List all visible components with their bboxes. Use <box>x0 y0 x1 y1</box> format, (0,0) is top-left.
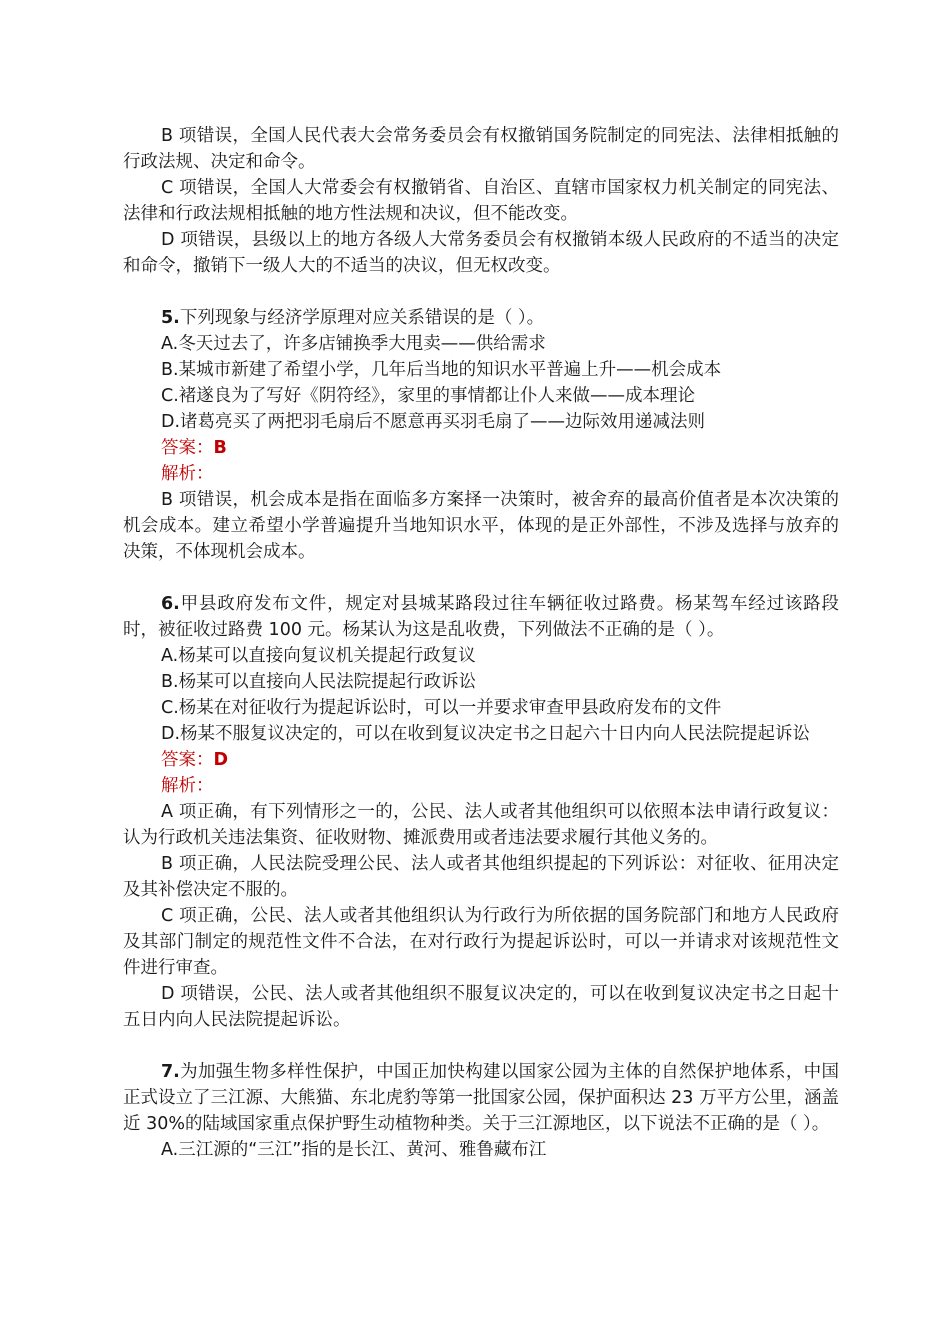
analysis-paragraph: B 项正确，人民法院受理公民、法人或者其他组织提起的下列诉讼：对征收、征用决定及其补偿决定不服的。 <box>123 854 839 900</box>
answer-label: 答案： <box>161 750 214 770</box>
question-number: 5. <box>161 308 180 328</box>
answer-value: B <box>213 438 227 458</box>
analysis-paragraph: D 项错误，公民、法人或者其他组织不服复议决定的，可以在收到复议决定书之日起十五日内向人民法院提起诉讼。 <box>123 984 839 1030</box>
question-number: 6. <box>161 594 180 614</box>
question-text: 下列现象与经济学原理对应关系错误的是（ ）。 <box>179 308 545 328</box>
option-c: C.杨某在对征收行为提起诉讼时，可以一并要求审查甲县政府发布的文件 <box>161 698 722 718</box>
answer-label: 答案： <box>161 438 214 458</box>
option-a: A.三江源的“三江”指的是长江、黄河、雅鲁藏布江 <box>161 1140 547 1160</box>
spacer <box>123 565 839 591</box>
question-7-stem <box>123 1059 839 1137</box>
analysis-paragraph: A 项正确，有下列情形之一的，公民、法人或者其他组织可以依照本法申请行政复议：认为行政机关违法集资、征收财物、摊派费用或者违法要求履行其他义务的。 <box>123 802 839 848</box>
analysis-paragraph: B 项错误，机会成本是指在面临多方案择一决策时，被舍弃的最高价值者是本次决策的机会成本。建立希望小学普遍提升当地知识水平，体现的是正外部性，不涉及选择与放弃的决策，不体现机会成本。 <box>123 490 839 562</box>
question-text: 甲县政府发布文件，规定对县城某路段过往车辆征收过路费。杨某驾车经过该路段时，被征收过路费 100 元。杨某认为这是乱收费，下列做法不正确的是（ ）。 <box>123 594 839 640</box>
option-c: C.褚遂良为了写好《阴符经》，家里的事情都让仆人来做——成本理论 <box>161 386 696 406</box>
option-a: A.冬天过去了，许多店铺换季大甩卖——供给需求 <box>161 334 546 354</box>
explanation-paragraph: B 项错误，全国人民代表大会常务委员会有权撤销国务院制定的同宪法、法律相抵触的行政法规、决定和命令。 <box>123 126 839 172</box>
question-5-stem <box>123 305 839 331</box>
analysis-label: 解析： <box>161 464 214 484</box>
option-d: D.杨某不服复议决定的，可以在收到复议决定书之日起六十日内向人民法院提起诉讼 <box>161 724 811 744</box>
analysis-paragraph: C 项正确，公民、法人或者其他组织认为行政行为所依据的国务院部门和地方人民政府及其部门制定的规范性文件不合法，在对行政行为提起诉讼时，可以一并请求对该规范性文件进行审查。 <box>123 906 839 978</box>
document-page <box>123 123 839 1163</box>
option-a: A.杨某可以直接向复议机关提起行政复议 <box>161 646 476 666</box>
option-d: D.诸葛亮买了两把羽毛扇后不愿意再买羽毛扇了——边际效用递减法则 <box>161 412 706 432</box>
spacer <box>123 1033 839 1059</box>
spacer <box>123 279 839 305</box>
option-b: B.某城市新建了希望小学，几年后当地的知识水平普遍上升——机会成本 <box>161 360 722 380</box>
option-b: B.杨某可以直接向人民法院提起行政诉讼 <box>161 672 477 692</box>
question-text: 为加强生物多样性保护，中国正加快构建以国家公园为主体的自然保护地体系，中国正式设立了三江源、大熊猫、东北虎豹等第一批国家公园，保护面积达 23 万平方公里，涵盖近 30%的陆域国家重点保护野生动植物种类。关于三江源地区，以下说法不正确的是（ ）。 <box>123 1062 839 1134</box>
explanation-paragraph: D 项错误，县级以上的地方各级人大常务委员会有权撤销本级人民政府的不适当的决定和命令，撤销下一级人大的不适当的决议，但无权改变。 <box>123 230 839 276</box>
answer-line <box>123 435 839 461</box>
answer-line <box>123 747 839 773</box>
answer-value: D <box>213 750 229 770</box>
question-6-stem <box>123 591 839 643</box>
analysis-label: 解析： <box>161 776 214 796</box>
explanation-paragraph: C 项错误，全国人大常委会有权撤销省、自治区、直辖市国家权力机关制定的同宪法、法律和行政法规相抵触的地方性法规和决议，但不能改变。 <box>123 178 839 224</box>
question-number: 7. <box>161 1062 180 1082</box>
